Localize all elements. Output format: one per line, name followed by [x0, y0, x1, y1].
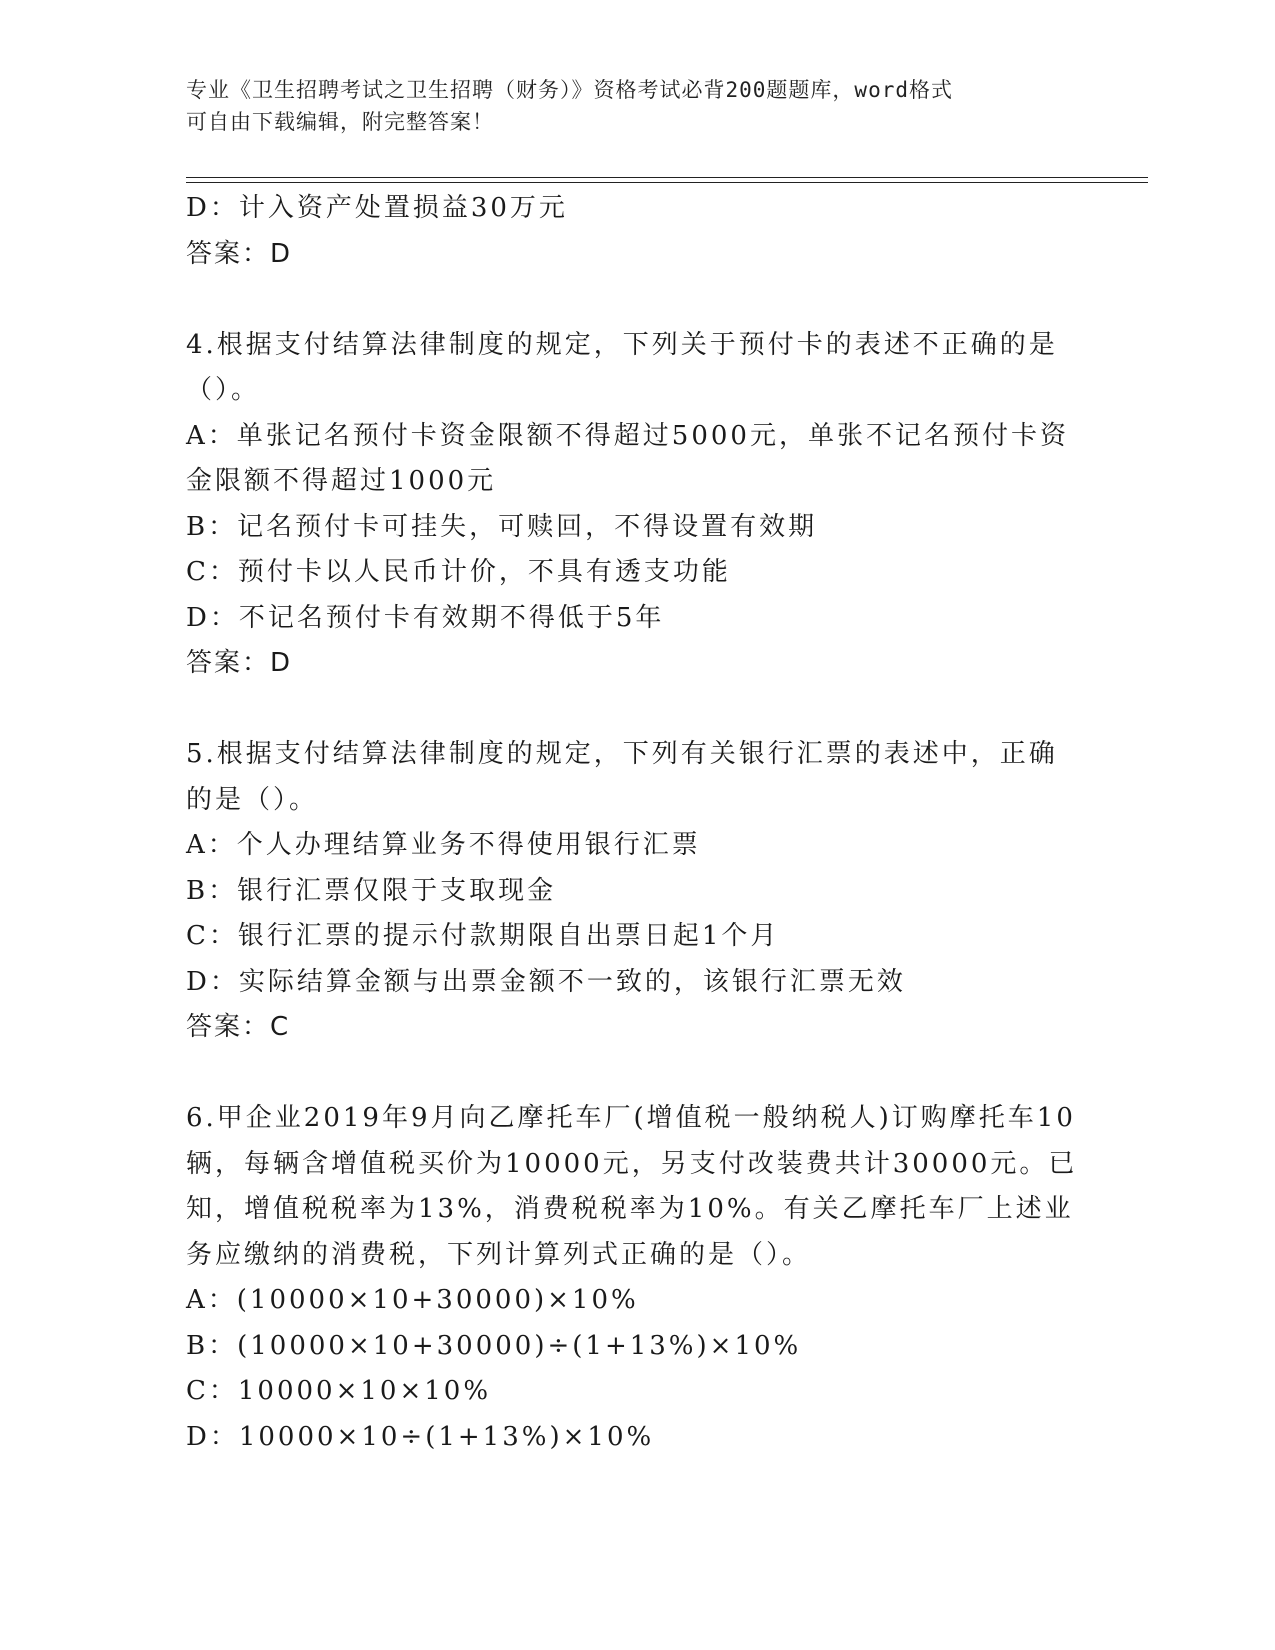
- page-header: [186, 74, 1086, 138]
- option-a-continued: 金限额不得超过1000元: [186, 466, 497, 496]
- question-stem-line: 务应缴纳的消费税，下列计算列式正确的是（）。: [186, 1239, 812, 1270]
- header-divider-top: [186, 177, 1148, 178]
- spacer: [186, 277, 1086, 323]
- option-c: C：预付卡以人民币计价，不具有透支功能: [186, 557, 731, 587]
- question-stem-line: （）。: [186, 375, 261, 405]
- option-b: B：银行汇票仅限于支取现金: [186, 875, 557, 906]
- option-a: A：个人办理结算业务不得使用银行汇票: [186, 830, 701, 860]
- spacer: [186, 687, 1086, 733]
- prev-answer: 答案：D: [186, 238, 293, 269]
- option-a: A：单张记名预付卡资金限额不得超过5000元，单张不记名预付卡资: [186, 420, 1069, 451]
- question-4: [186, 323, 1086, 687]
- answer-label: 答案：D: [186, 648, 293, 678]
- option-b: B：(10000×10+30000)÷(1+13%)×10%: [186, 1330, 802, 1361]
- option-a: A：(10000×10+30000)×10%: [186, 1285, 639, 1315]
- question-stem-line: 辆，每辆含增值税买价为10000元，另支付改装费共计30000元。已: [186, 1148, 1078, 1179]
- option-d: D：10000×10÷(1+13%)×10%: [186, 1421, 655, 1452]
- option-b: B：记名预付卡可挂失，可赎回，不得设置有效期: [186, 511, 818, 542]
- option-d: D：不记名预付卡有效期不得低于5年: [186, 602, 665, 633]
- prev-option-d: D：计入资产处置损益30万元: [186, 193, 568, 223]
- question-stem-line: 4.根据支付结算法律制度的规定，下列关于预付卡的表述不正确的是: [186, 329, 1058, 360]
- answer-label: 答案：C: [186, 1012, 291, 1042]
- question-stem-line: 5.根据支付结算法律制度的规定，下列有关银行汇票的表述中，正确: [186, 739, 1058, 769]
- question-stem-line: 知，增值税税率为13%，消费税税率为10%。有关乙摩托车厂上述业: [186, 1194, 1074, 1224]
- question-stem-line: 的是（）。: [186, 784, 319, 815]
- option-c: C：银行汇票的提示付款期限自出票日起1个月: [186, 921, 780, 951]
- question-6: [186, 1096, 1086, 1460]
- header-divider-bottom: [186, 182, 1148, 183]
- header-line-2: 可自由下载编辑，附完整答案！: [186, 110, 494, 134]
- question-5: [186, 732, 1086, 1051]
- option-c: C：10000×10×10%: [186, 1376, 492, 1406]
- option-d: D：实际结算金额与出票金额不一致的，该银行汇票无效: [186, 966, 906, 997]
- spacer: [186, 1051, 1086, 1097]
- question-stem-line: 6.甲企业2019年9月向乙摩托车厂(增值税一般纳税人)订购摩托车10: [186, 1103, 1076, 1133]
- question-content: [186, 186, 1086, 1460]
- header-line-1: 专业《卫生招聘考试之卫生招聘（财务）》资格考试必背200题题库，word格式: [186, 78, 953, 102]
